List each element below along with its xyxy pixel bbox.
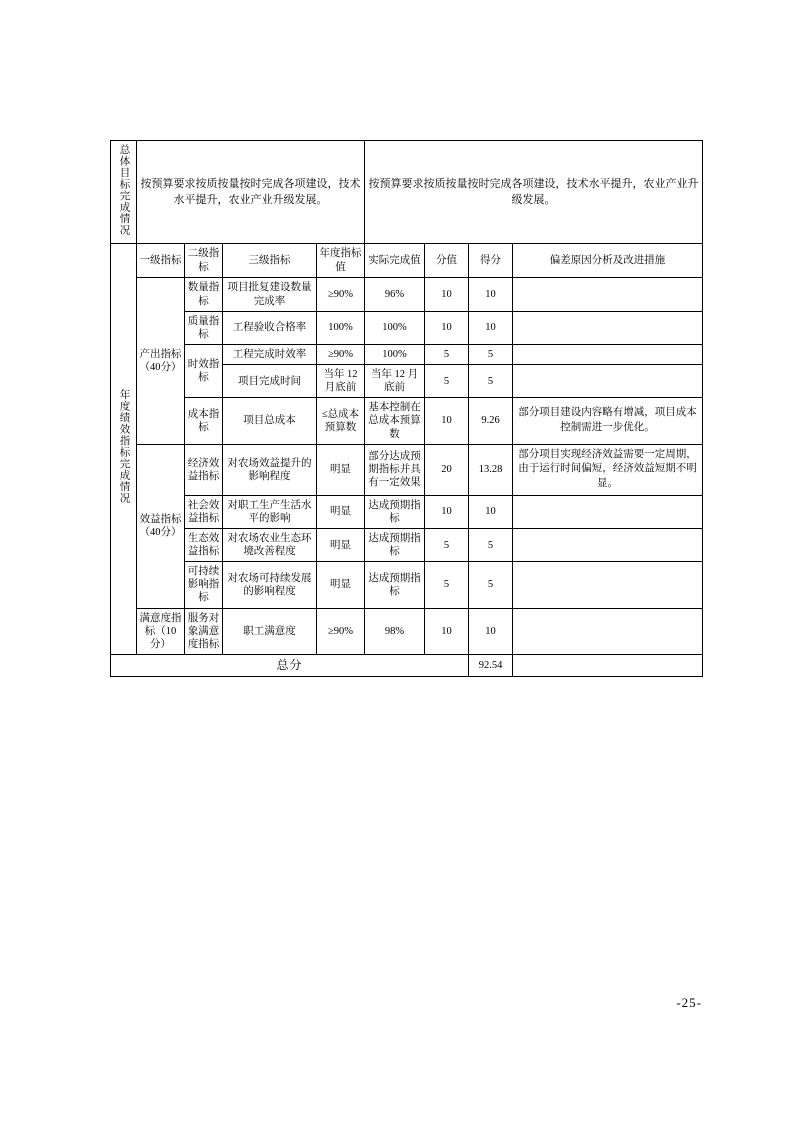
weight-value: 10 (425, 495, 469, 528)
header-level3: 三级指标 (223, 244, 317, 278)
table-row (111, 311, 703, 344)
weight-value: 10 (425, 311, 469, 344)
level2-sustainable: 可持续影响指标 (185, 562, 223, 608)
score-value: 10 (469, 495, 513, 528)
score-value: 5 (469, 344, 513, 364)
target-value: 明显 (317, 528, 365, 561)
actual-value: 当年 12 月底前 (365, 365, 425, 398)
weight-value: 5 (425, 344, 469, 364)
target-value: 100% (317, 311, 365, 344)
actual-value: 100% (365, 344, 425, 364)
table-row (111, 608, 703, 654)
weight-value: 20 (425, 444, 469, 495)
score-value: 13.28 (469, 444, 513, 495)
header-level1: 一级指标 (137, 244, 185, 278)
weight-value: 5 (425, 562, 469, 608)
level3-indicator: 对农场效益提升的影响程度 (223, 444, 317, 495)
performance-evaluation-table (110, 140, 703, 677)
table-row (111, 528, 703, 561)
actual-value: 96% (365, 278, 425, 311)
level3-indicator: 对农场农业生态环境改善程度 (223, 528, 317, 561)
target-value: ≥90% (317, 278, 365, 311)
group-label-benefit: 效益指标（40分） (137, 444, 185, 608)
level3-indicator: 职工满意度 (223, 608, 317, 654)
level3-indicator: 项目完成时间 (223, 365, 317, 398)
target-value: ≥90% (317, 344, 365, 364)
deviation-analysis: 部分项目实现经济效益需要一定周期，由于运行时间偏短，经济效益短期不明显。 (513, 444, 703, 495)
header-target-value: 年度指标值 (317, 244, 365, 278)
total-label: 总分 (111, 654, 469, 676)
performance-table-wrapper (110, 140, 702, 677)
group-label-output: 产出指标（40分） (137, 278, 185, 444)
weight-value: 10 (425, 608, 469, 654)
overall-goal-actual: 按预算要求按质按量按时完成各项建设，技术水平提升，农业产业升级发展。 (365, 141, 703, 244)
weight-value: 5 (425, 365, 469, 398)
actual-value: 100% (365, 311, 425, 344)
target-value: 明显 (317, 444, 365, 495)
header-score: 得分 (469, 244, 513, 278)
actual-value: 基本控制在总成本预算数 (365, 398, 425, 444)
score-value: 5 (469, 562, 513, 608)
weight-value: 10 (425, 398, 469, 444)
level2-ecological: 生态效益指标 (185, 528, 223, 561)
weight-value: 5 (425, 528, 469, 561)
level3-indicator: 项目批复建设数量完成率 (223, 278, 317, 311)
header-level2: 二级指标 (185, 244, 223, 278)
deviation-analysis (513, 608, 703, 654)
deviation-analysis (513, 344, 703, 364)
level2-timeliness: 时效指标 (185, 344, 223, 397)
score-value: 10 (469, 311, 513, 344)
table-row-overall-goal (111, 141, 703, 244)
table-row-total (111, 654, 703, 676)
total-deviation (513, 654, 703, 676)
level2-quality: 质量指标 (185, 311, 223, 344)
overall-goal-label: 总体目标完成情况 (111, 141, 137, 244)
table-row (111, 495, 703, 528)
page-number: -25- (676, 995, 702, 1010)
annual-performance-label: 年度绩效指标完成情况 (111, 244, 137, 655)
actual-value: 部分达成预期指标并具有一定效果 (365, 444, 425, 495)
total-score: 92.54 (469, 654, 513, 676)
deviation-analysis: 部分项目建设内容略有增减，项目成本控制需进一步优化。 (513, 398, 703, 444)
deviation-analysis (513, 278, 703, 311)
deviation-analysis (513, 365, 703, 398)
level2-social: 社会效益指标 (185, 495, 223, 528)
target-value: ≥90% (317, 608, 365, 654)
level2-quantity: 数量指标 (185, 278, 223, 311)
level3-indicator: 工程验收合格率 (223, 311, 317, 344)
table-header-row (111, 244, 703, 278)
score-value: 9.26 (469, 398, 513, 444)
table-row (111, 398, 703, 444)
score-value: 10 (469, 278, 513, 311)
weight-value: 10 (425, 278, 469, 311)
score-value: 5 (469, 365, 513, 398)
level2-economic: 经济效益指标 (185, 444, 223, 495)
header-deviation: 偏差原因分析及改进措施 (513, 244, 703, 278)
level3-indicator: 工程完成时效率 (223, 344, 317, 364)
target-value: 当年 12 月底前 (317, 365, 365, 398)
table-row (111, 278, 703, 311)
level3-indicator: 项目总成本 (223, 398, 317, 444)
group-label-satisfaction: 满意度指标（10分） (137, 608, 185, 654)
target-value: 明显 (317, 495, 365, 528)
deviation-analysis (513, 311, 703, 344)
target-value: ≤总成本预算数 (317, 398, 365, 444)
actual-value: 达成预期指标 (365, 495, 425, 528)
overall-goal-planned: 按预算要求按质按量按时完成各项建设，技术水平提升，农业产业升级发展。 (137, 141, 365, 244)
deviation-analysis (513, 495, 703, 528)
table-row (111, 444, 703, 495)
actual-value: 达成预期指标 (365, 528, 425, 561)
deviation-analysis (513, 528, 703, 561)
level2-service-object: 服务对象满意度指标 (185, 608, 223, 654)
score-value: 10 (469, 608, 513, 654)
header-actual-value: 实际完成值 (365, 244, 425, 278)
header-weight: 分值 (425, 244, 469, 278)
level3-indicator: 对农场可持续发展的影响程度 (223, 562, 317, 608)
score-value: 5 (469, 528, 513, 561)
table-row (111, 344, 703, 364)
level2-cost: 成本指标 (185, 398, 223, 444)
actual-value: 98% (365, 608, 425, 654)
target-value: 明显 (317, 562, 365, 608)
table-row (111, 562, 703, 608)
deviation-analysis (513, 562, 703, 608)
actual-value: 达成预期指标 (365, 562, 425, 608)
level3-indicator: 对职工生产生活水平的影响 (223, 495, 317, 528)
